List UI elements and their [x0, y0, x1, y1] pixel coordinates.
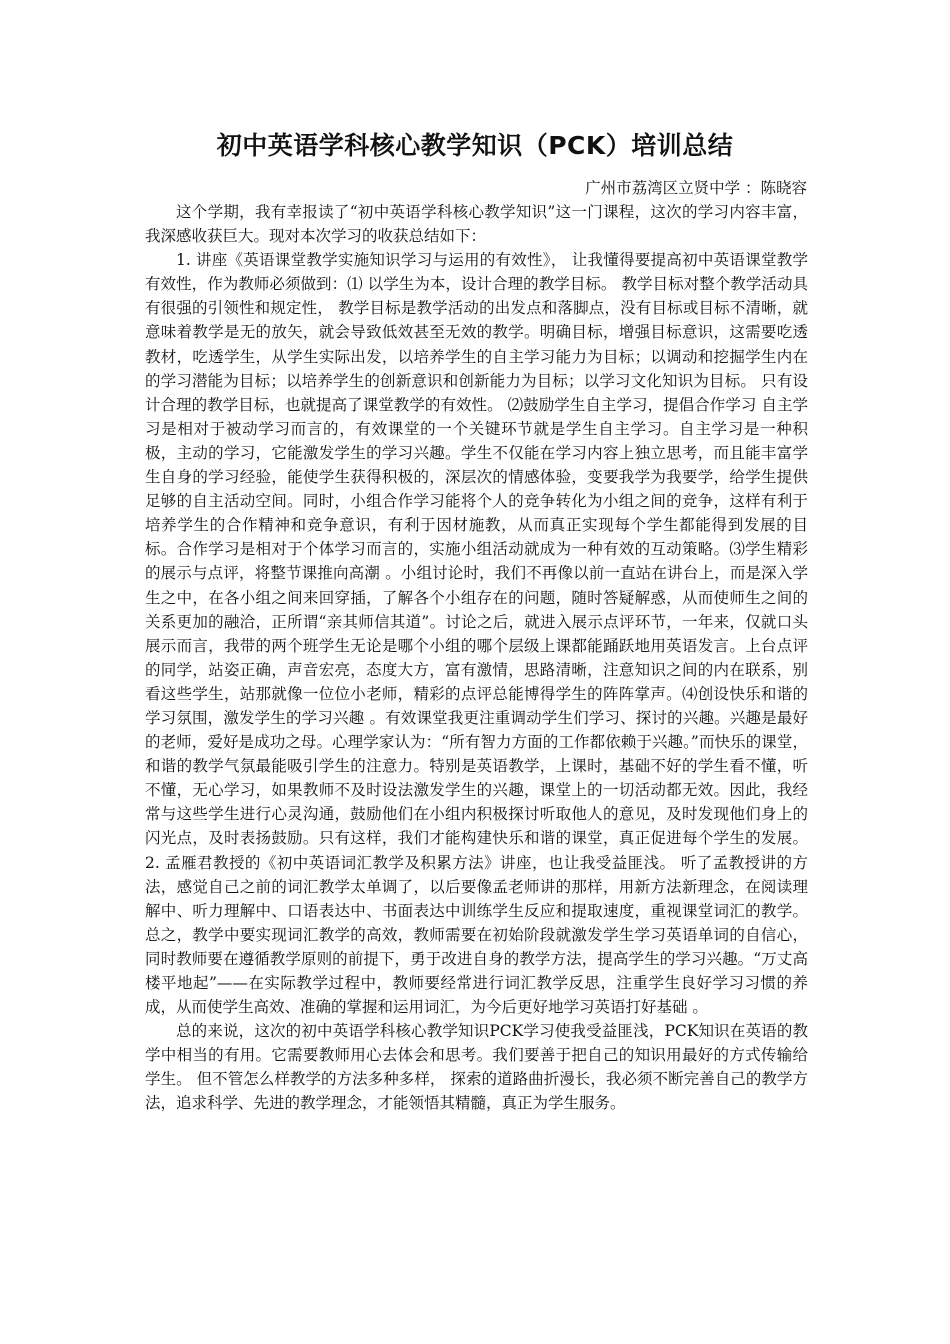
paragraph-main: 1. 讲座《英语课堂教学实施知识学习与运用的有效性》， 让我懂得要提高初中英语课堂教学有效性，作为教师必须做到：⑴ 以学生为本，设计合理的教学目标。 教学目标对整个教学活动具有很强的引领性和规定性， 教学目标是教学活动的出发点和落脚点，没有目标或目标不清晰，就意味着教学是无的放矢，就会导致低效甚至无效的教学。明确目标，增强目标意识，这需要吃透教材，吃透学生，从学生实际出发，以培养学生的自主学习能力为目标；以调动和挖掘学生内在的学习潜能为目标；以培养学生的创新意识和创新能力为目标；以学习文化知识为目标。 只有设计合理的教学目标，也就提高了课堂教学的有效性。 ⑵鼓励学生自主学习，提倡合作学习 自主学习是相对于被动学习而言的，有效课堂的一个关键环节就是学生自主学习。自主学习是一种积极，主动的学习，它能激发学生的学习兴趣。学生不仅能在学习内容上独立思考，而且能丰富学生自身的学习经验，能使学生获得积极的，深层次的情感体验，变要我学为我要学，给学生提供足够的自主活动空间。同时，小组合作学习能将个人的竞争转化为小组之间的竞争，这样有利于培养学生的合作精神和竞争意识，有利于因材施教，从而真正实现每个学生都能得到发展的目标。合作学习是相对于个体学习而言的，实施小组活动就成为一种有效的互动策略。⑶学生精彩的展示与点评，将整节课推向高潮 。小组讨论时，我们不再像以前一直站在讲台上，而是深入学生之中，在各小组之间来回穿插，了解各个小组存在的问题，随时答疑解惑，从而使师生之间的关系更加的融洽，正所谓“亲其师信其道”。讨论之后，就进入展示点评环节，一年来，仅就口头展示而言，我带的两个班学生无论是哪个小组的哪个层级上课都能踊跃地用英语发言。上台点评的同学，站姿正确，声音宏亮，态度大方，富有激情，思路清晰，注意知识之间的内在联系，别看这些学生，站那就像一位位小老师，精彩的点评总能博得学生的阵阵掌声。⑷创设快乐和谐的学习氛围，激发学生的学习兴趣 。有效课堂我更注重调动学生们学习、探讨的兴趣。兴趣是最好的老师，爱好是成功之母。心理学家认为：“所有智力方面的工作都依赖于兴趣。”而快乐的课堂，和谐的教学气氛最能吸引学生的注意力。特别是英语教学，上课时，基础不好的学生看不懂，听不懂，无心学习，如果教师不及时设法激发学生的兴趣，课堂上的一切活动都无效。因此，我经常与这些学生进行心灵沟通，鼓励他们在小组内积极探讨听取他人的意见，及时发现他们身上的闪光点，及时表扬鼓励。只有这样，我们才能构建快乐和谐的课堂，真正促进每个学生的发展。 2. 孟雁君教授的《初中英语词汇教学及积累方法》讲座，也让我受益匪浅。 听了孟教授讲的方法，感觉自己之前的词汇教学太单调了，以后要像孟老师讲的那样，用新方法新理念，在阅读理解中、听力理解中、口语表达中、书面表达中训练学生反应和提取速度，重视课堂词汇的教学。总之，教学中要实现词汇教学的高效，教师需要在初始阶段就激发学生学习英语单词的自信心，同时教师要在遵循教学原则的前提下，勇于改进自身的教学方法，提高学生的学习兴趣。“万丈高楼平地起”——在实际教学过程中，教师要经常进行词汇教学反思，注重学生良好学习习惯的养成，从而使学生高效、准确的掌握和运用词汇，为今后更好地学习英语打好基础 。 [145, 251, 808, 1017]
paragraph-conclusion: 总的来说，这次的初中英语学科核心教学知识PCK学习使我受益匪浅，PCK知识在英语的教学中相当的有用。它需要教师用心去体会和思考。我们要善于把自己的知识用最好的方式传输给学生。 但不管怎么样教学的方法多种多样， 探索的道路曲折漫长，我必须不断完善自己的教学方法，追求科学、先进的教学理念，才能领悟其精髓，真正为学生服务。 [145, 1022, 808, 1113]
document-body [145, 200, 808, 1116]
paragraph-intro: 这个学期，我有幸报读了“初中英语学科核心教学知识”这一门课程，这次的学习内容丰富，我深感收获巨大。现对本次学习的收获总结如下： [145, 203, 808, 246]
author-line: 广州市荔湾区立贤中学 ：陈晓容 [585, 179, 807, 197]
document-title: 初中英语学科核心教学知识（PCK）培训总结 [216, 131, 734, 160]
